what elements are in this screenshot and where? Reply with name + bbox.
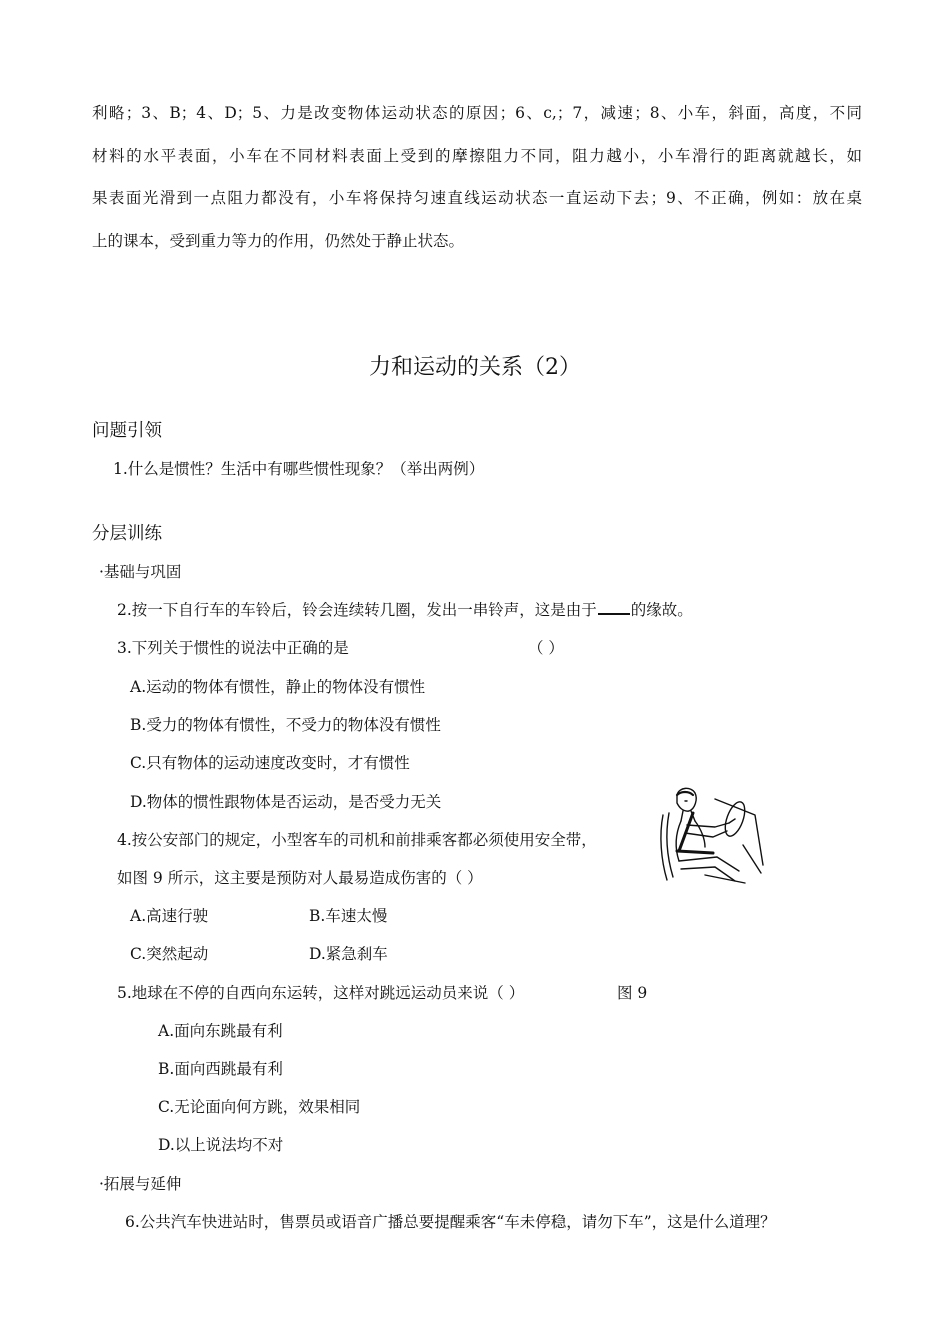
question-3-answer-paren[interactable]: （ ） xyxy=(528,639,564,657)
question-1: 1.什么是惯性？生活中有哪些惯性现象？（举出两例） xyxy=(113,460,485,478)
seatbelt-driver-figure xyxy=(655,785,767,885)
question-6: 6.公共汽车快进站时，售票员或语音广播总要提醒乘客“车未停稳，请勿下车”，这是什么道理？ xyxy=(125,1213,776,1231)
question-4-option-d: D.紧急刹车 xyxy=(309,945,388,963)
answer-paragraph xyxy=(92,92,862,262)
subsection-basics: ·基础与巩固 xyxy=(99,563,182,581)
page-title: 力和运动的关系（2） xyxy=(369,355,581,380)
answer-line: 上的课本，受到重力等力的作用，仍然处于静止状态。 xyxy=(92,231,465,250)
section-heading-layered-training: 分层训练 xyxy=(92,524,162,544)
question-5-option-d: D.以上说法均不对 xyxy=(158,1136,284,1154)
question-3: 3.下列关于惯性的说法中正确的是 xyxy=(117,639,349,657)
answer-blank[interactable] xyxy=(598,599,630,615)
question-3-option-b: B.受力的物体有惯性，不受力的物体没有惯性 xyxy=(130,716,441,734)
question-5: 5.地球在不停的自西向东运转，这样对跳远运动员来说（ ） xyxy=(117,984,525,1002)
answer-line: 利略；3、B；4、D；5、力是改变物体运动状态的原因；6、c,；7，减速；8、小车，斜面，高度，不同 xyxy=(92,104,862,122)
answer-line: 材料的水平表面，小车在不同材料表面上受到的摩擦阻力不同，阻力越小，小车滑行的距离就越长，如 xyxy=(92,146,862,165)
question-2 xyxy=(117,598,693,620)
question-4-line-1: 4.按公安部门的规定，小型客车的司机和前排乘客都必须使用安全带， xyxy=(117,831,597,849)
question-2-text-end: 的缘故。 xyxy=(630,601,693,619)
question-2-text: 2.按一下自行车的车铃后，铃会连续转几圈，发出一串铃声，这是由于 xyxy=(117,601,597,619)
question-3-option-c: C.只有物体的运动速度改变时，才有惯性 xyxy=(130,754,410,772)
question-4-line-2: 如图 9 所示，这主要是预防对人最易造成伤害的（ ） xyxy=(117,869,483,887)
question-4-option-a: A.高速行驶 xyxy=(130,907,209,925)
question-3-option-a: A.运动的物体有惯性，静止的物体没有惯性 xyxy=(130,678,426,696)
answer-line: 果表面光滑到一点阻力都没有，小车将保持匀速直线运动状态一直运动下去；9、不正确，例如：放在桌 xyxy=(92,189,862,207)
question-3-option-d: D.物体的惯性跟物体是否运动，是否受力无关 xyxy=(130,793,442,811)
subsection-extension: ·拓展与延伸 xyxy=(99,1175,182,1193)
figure-caption: 图 9 xyxy=(617,984,648,1002)
question-4-option-c: C.突然起动 xyxy=(130,945,209,963)
question-4-option-b: B.车速太慢 xyxy=(309,907,388,925)
question-5-option-c: C.无论面向何方跳，效果相同 xyxy=(158,1098,361,1116)
question-5-option-a: A.面向东跳最有利 xyxy=(158,1022,283,1040)
question-5-option-b: B.面向西跳最有利 xyxy=(158,1060,283,1078)
section-heading-problem-lead: 问题引领 xyxy=(92,421,162,441)
